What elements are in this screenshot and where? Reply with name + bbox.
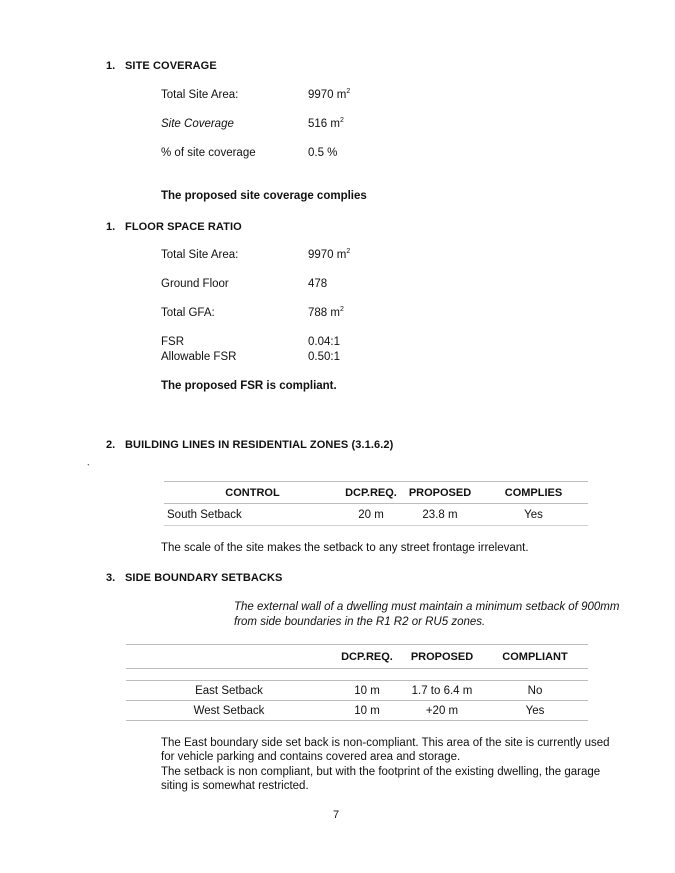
table-row xyxy=(164,504,588,526)
section-number: 1. xyxy=(106,60,116,72)
value-site-coverage: 516 $m^2$ xyxy=(308,117,344,130)
control-quote-line-1: The external wall of a dwelling must maintain a minimum setback of 900mm xyxy=(234,601,620,613)
cell-proposed: 1.7 to 6.4 m xyxy=(411,684,473,697)
section-number: 1. xyxy=(106,221,116,233)
col-header-dcp-req: DCP.REQ. xyxy=(341,650,393,663)
building-lines-note: The scale of the site makes the setback to any street frontage irrelevant. xyxy=(161,542,529,554)
value-total-site-area: 9970 $m^2$ xyxy=(308,248,351,261)
label-allowable-fsr: Allowable FSR xyxy=(161,351,237,363)
site-coverage-conclusion: The proposed site coverage complies xyxy=(161,190,367,202)
setback-paragraph-line-2: siting is somewhat restricted. xyxy=(161,780,309,792)
setback-paragraph-line-1: The setback is non compliant, but with the footprint of the existing dwelling, the garage xyxy=(161,766,601,778)
east-setback-paragraph-line-2: for vehicle parking and contains covered area and storage. xyxy=(161,751,461,763)
east-setback-paragraph-line-1: The East boundary side set back is non-compliant. This area of the site is currently used xyxy=(161,737,610,749)
label-percent-coverage: % of site coverage xyxy=(161,147,256,159)
section-title-building-lines: BUILDING LINES IN RESIDENTIAL ZONES (3.1.6.2) xyxy=(125,439,394,451)
value-allowable-fsr: 0.50:1 xyxy=(308,351,340,363)
col-header-complies: COMPLIES xyxy=(504,486,563,499)
control-quote-line-2: from side boundaries in the R1 R2 or RU5 zones. xyxy=(234,616,486,628)
label-ground-floor: Ground Floor xyxy=(161,278,229,290)
value-fsr: 0.04:1 xyxy=(308,336,340,348)
table-spacer-row xyxy=(126,669,588,681)
label-total-site-area: Total Site Area: xyxy=(161,249,239,261)
cell-dcp-req: 20 m xyxy=(358,508,384,521)
section-number: 3. xyxy=(106,572,116,584)
section-number: 2. xyxy=(106,439,116,451)
col-header-compliant: COMPLIANT xyxy=(502,650,568,663)
label-site-coverage: Site Coverage xyxy=(161,118,234,130)
col-header-control: CONTROL xyxy=(225,486,280,499)
cell-proposed: +20 m xyxy=(425,704,459,717)
cell-compliant: Yes xyxy=(525,704,545,717)
fsr-conclusion: The proposed FSR is compliant. xyxy=(161,380,337,392)
value-total-gfa: 788 $m^2$ xyxy=(308,306,344,319)
value-total-site-area: 9970 $m^2$ xyxy=(308,88,351,101)
label-total-gfa: Total GFA: xyxy=(161,307,215,319)
col-header-dcp-req: DCP.REQ. xyxy=(345,486,397,499)
label-fsr: FSR xyxy=(161,336,184,348)
table-header-row xyxy=(126,645,588,669)
building-lines-table xyxy=(164,481,588,526)
cell-setback: West Setback xyxy=(193,704,265,717)
side-setbacks-table xyxy=(126,644,588,721)
cell-setback: East Setback xyxy=(195,684,263,697)
col-header-proposed: PROPOSED xyxy=(410,650,474,663)
cell-complies: Yes xyxy=(524,508,543,521)
col-header-proposed: PROPOSED xyxy=(408,486,472,499)
table-row xyxy=(126,681,588,701)
value-percent-coverage: 0.5 % xyxy=(308,147,338,159)
section-title-fsr: FLOOR SPACE RATIO xyxy=(125,221,242,233)
cell-proposed: 23.8 m xyxy=(422,508,458,521)
col-header-empty xyxy=(126,645,332,669)
page-number: 7 xyxy=(333,809,340,821)
table-row xyxy=(126,701,588,721)
section-title-site-coverage: SITE COVERAGE xyxy=(125,60,217,72)
cell-dcp-req: 10 m xyxy=(354,704,380,717)
cell-control: South Setback xyxy=(167,508,242,521)
section-title-side-boundary: SIDE BOUNDARY SETBACKS xyxy=(125,572,283,584)
label-total-site-area: Total Site Area: xyxy=(161,89,239,101)
cell-dcp-req: 10 m xyxy=(354,684,380,697)
cell-compliant: No xyxy=(527,684,543,697)
stray-mark: ` xyxy=(87,463,90,473)
value-ground-floor: 478 xyxy=(308,278,328,290)
table-header-row xyxy=(164,482,588,504)
